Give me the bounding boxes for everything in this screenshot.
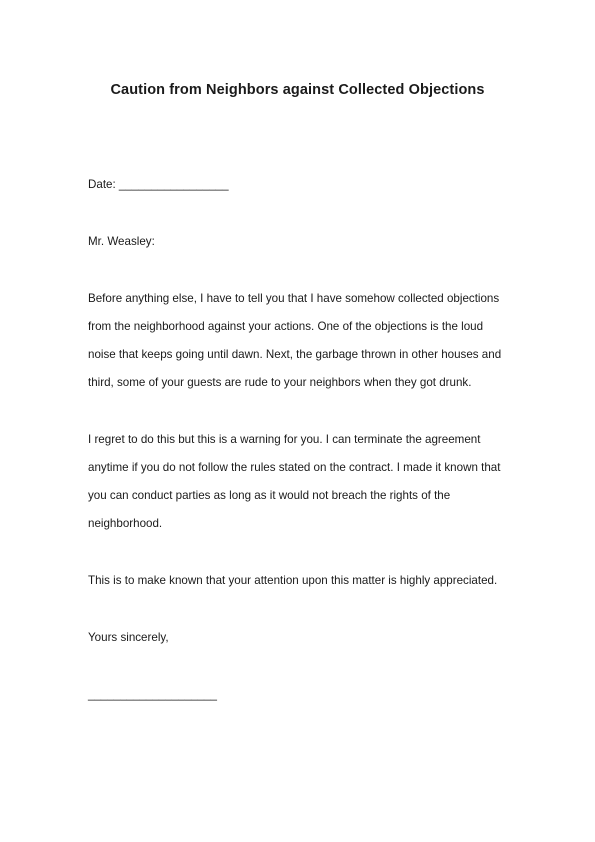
document-title: Caution from Neighbors against Collected Objections <box>110 82 485 98</box>
paragraph-3: This is to make known that your attention upon this matter is highly appreciated. <box>88 574 498 587</box>
paragraph-1-line-4: third, some of your guests are rude to your neighbors when they got drunk. <box>88 376 472 389</box>
date-line: Date: _________________ <box>88 178 229 191</box>
paragraph-2-line-4: neighborhood. <box>88 517 163 530</box>
signature-line: ____________________ <box>88 688 217 701</box>
paragraph-2-line-2: anytime if you do not follow the rules stated on the contract. I made it known that <box>88 461 501 474</box>
paragraph-2-line-1: I regret to do this but this is a warning for you. I can terminate the agreement <box>88 433 481 446</box>
paragraph-2-line-3: you can conduct parties as long as it would not breach the rights of the <box>88 489 451 502</box>
paragraph-1-line-2: from the neighborhood against your actions. One of the objections is the loud <box>88 320 484 333</box>
closing: Yours sincerely, <box>88 631 169 644</box>
salutation: Mr. Weasley: <box>88 235 155 248</box>
paragraph-1-line-1: Before anything else, I have to tell you that I have somehow collected objections <box>88 292 500 305</box>
paragraph-1-line-3: noise that keeps going until dawn. Next, the garbage thrown in other houses and <box>88 348 502 361</box>
